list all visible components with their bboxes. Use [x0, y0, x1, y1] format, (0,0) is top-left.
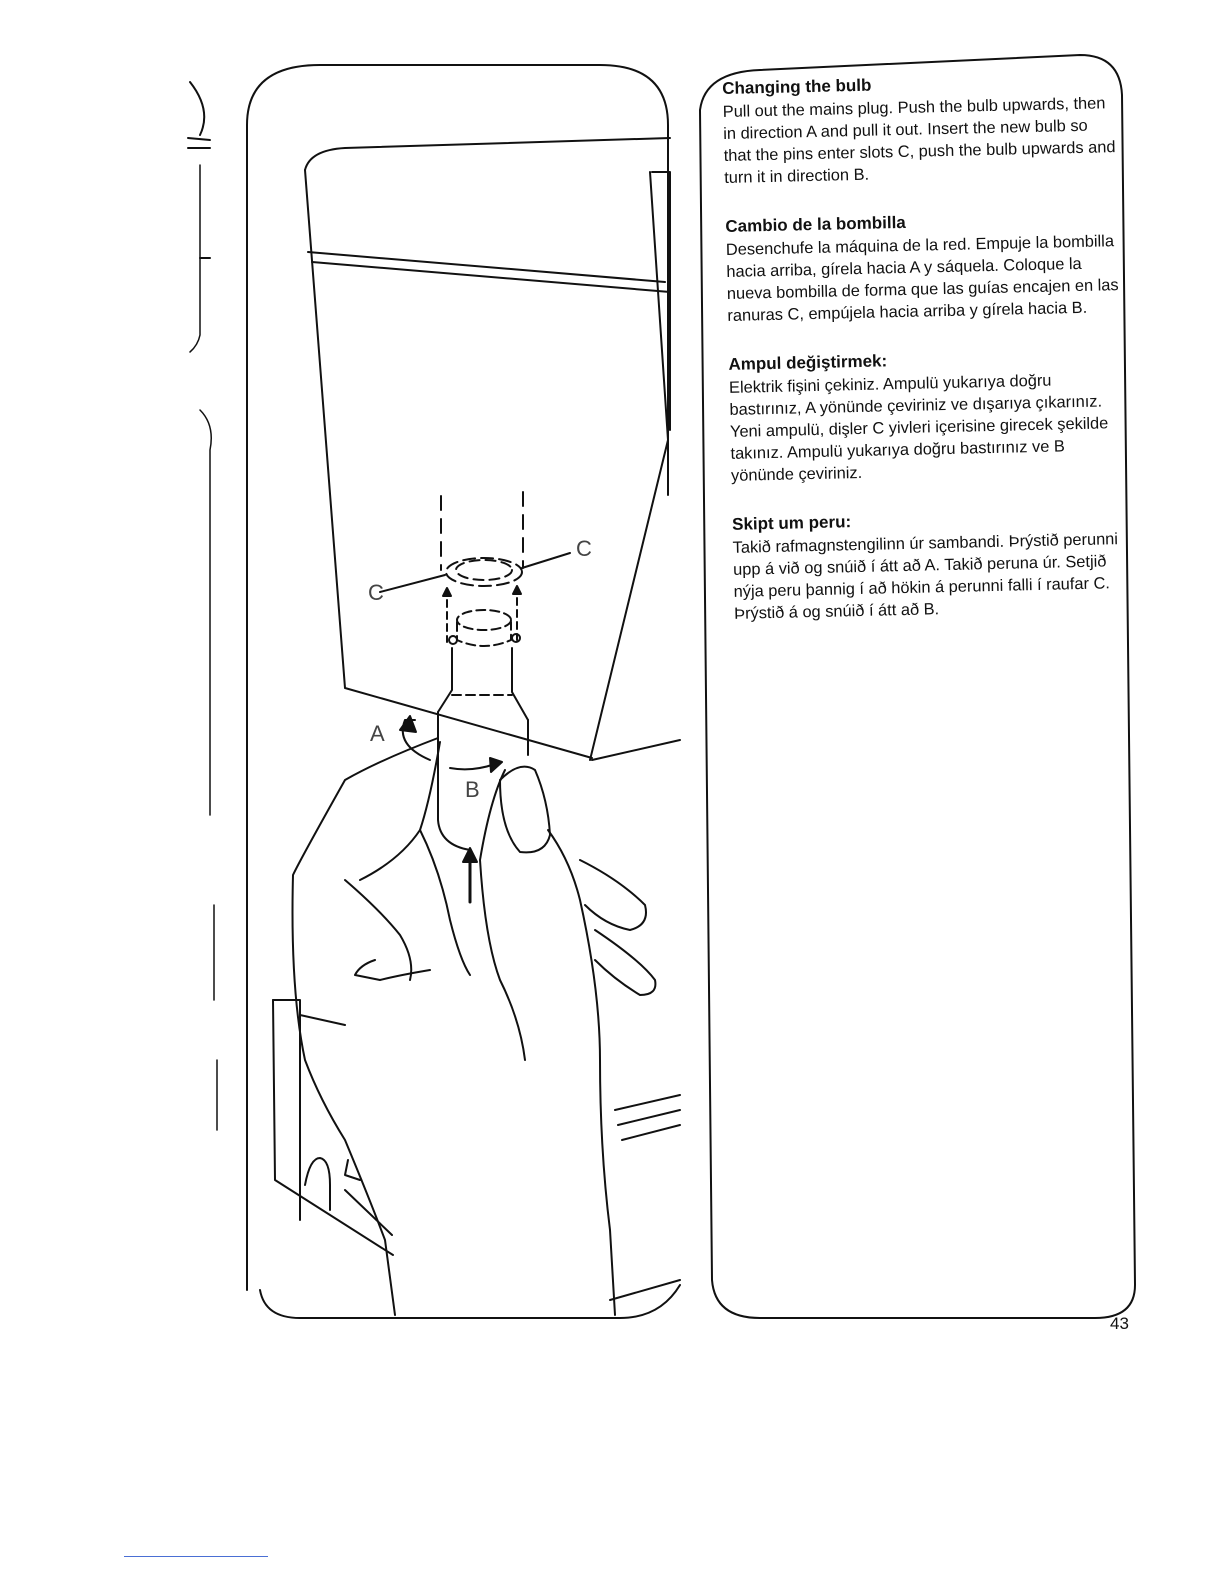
section-heading: Skipt um peru:	[731, 512, 852, 534]
section-body: Pull out the mains plug. Push the bulb upwards, then in direction A and pull it out. Insert the new bulb so that the pins enter slots C, push the bulb upwards and turn it in direction B.	[722, 94, 1116, 187]
label-a: A	[370, 721, 385, 746]
section-heading: Changing the bulb	[722, 75, 872, 98]
page-number: 43	[1110, 1314, 1129, 1333]
section-spanish	[725, 207, 1122, 327]
hand	[293, 738, 656, 1315]
section-english	[722, 69, 1119, 189]
label-b: B	[465, 777, 480, 802]
section-body: Desenchufe la máquina de la red. Empuje la bombilla hacia arriba, gírela hacia A y sáquela. Coloque la nueva bombilla de forma que las guías encajen en las ranuras C, empújela hacia arriba y gírela hacia B.	[725, 232, 1119, 325]
section-heading: Ampul değiştirmek:	[728, 351, 888, 374]
instruction-text-panel	[722, 69, 1130, 652]
section-heading: Cambio de la bombilla	[725, 212, 906, 236]
footer-rule	[124, 1556, 268, 1557]
machine-housing	[305, 138, 670, 170]
label-c-right: C	[576, 536, 592, 561]
bulb	[438, 610, 528, 850]
arrow-b	[450, 764, 495, 769]
section-turkish	[728, 345, 1126, 487]
machine-base	[273, 1000, 345, 1025]
section-icelandic	[732, 505, 1129, 625]
section-body: Elektrik fişini çekiniz. Ampulü yukarıya doğru bastırınız, A yönünde çeviriniz ve dışarıya çıkarınız. Yeni ampulü, dişler C yivleri içerisine girecek şekilde takınız. Ampulü yukarıya doğru bastırınız ve B yönünde çeviriniz.	[728, 371, 1109, 485]
section-body: Takið rafmagnstengilinn úr sambandi. Þrýstið perunni upp á við og snúið í átt að A. Takið peruna úr. Setjið nýja peru þannig í að hökin á perunni falli í raufar C. Þrýstið á og snúið í átt að B.	[732, 530, 1119, 623]
label-c-left: C	[368, 580, 384, 605]
